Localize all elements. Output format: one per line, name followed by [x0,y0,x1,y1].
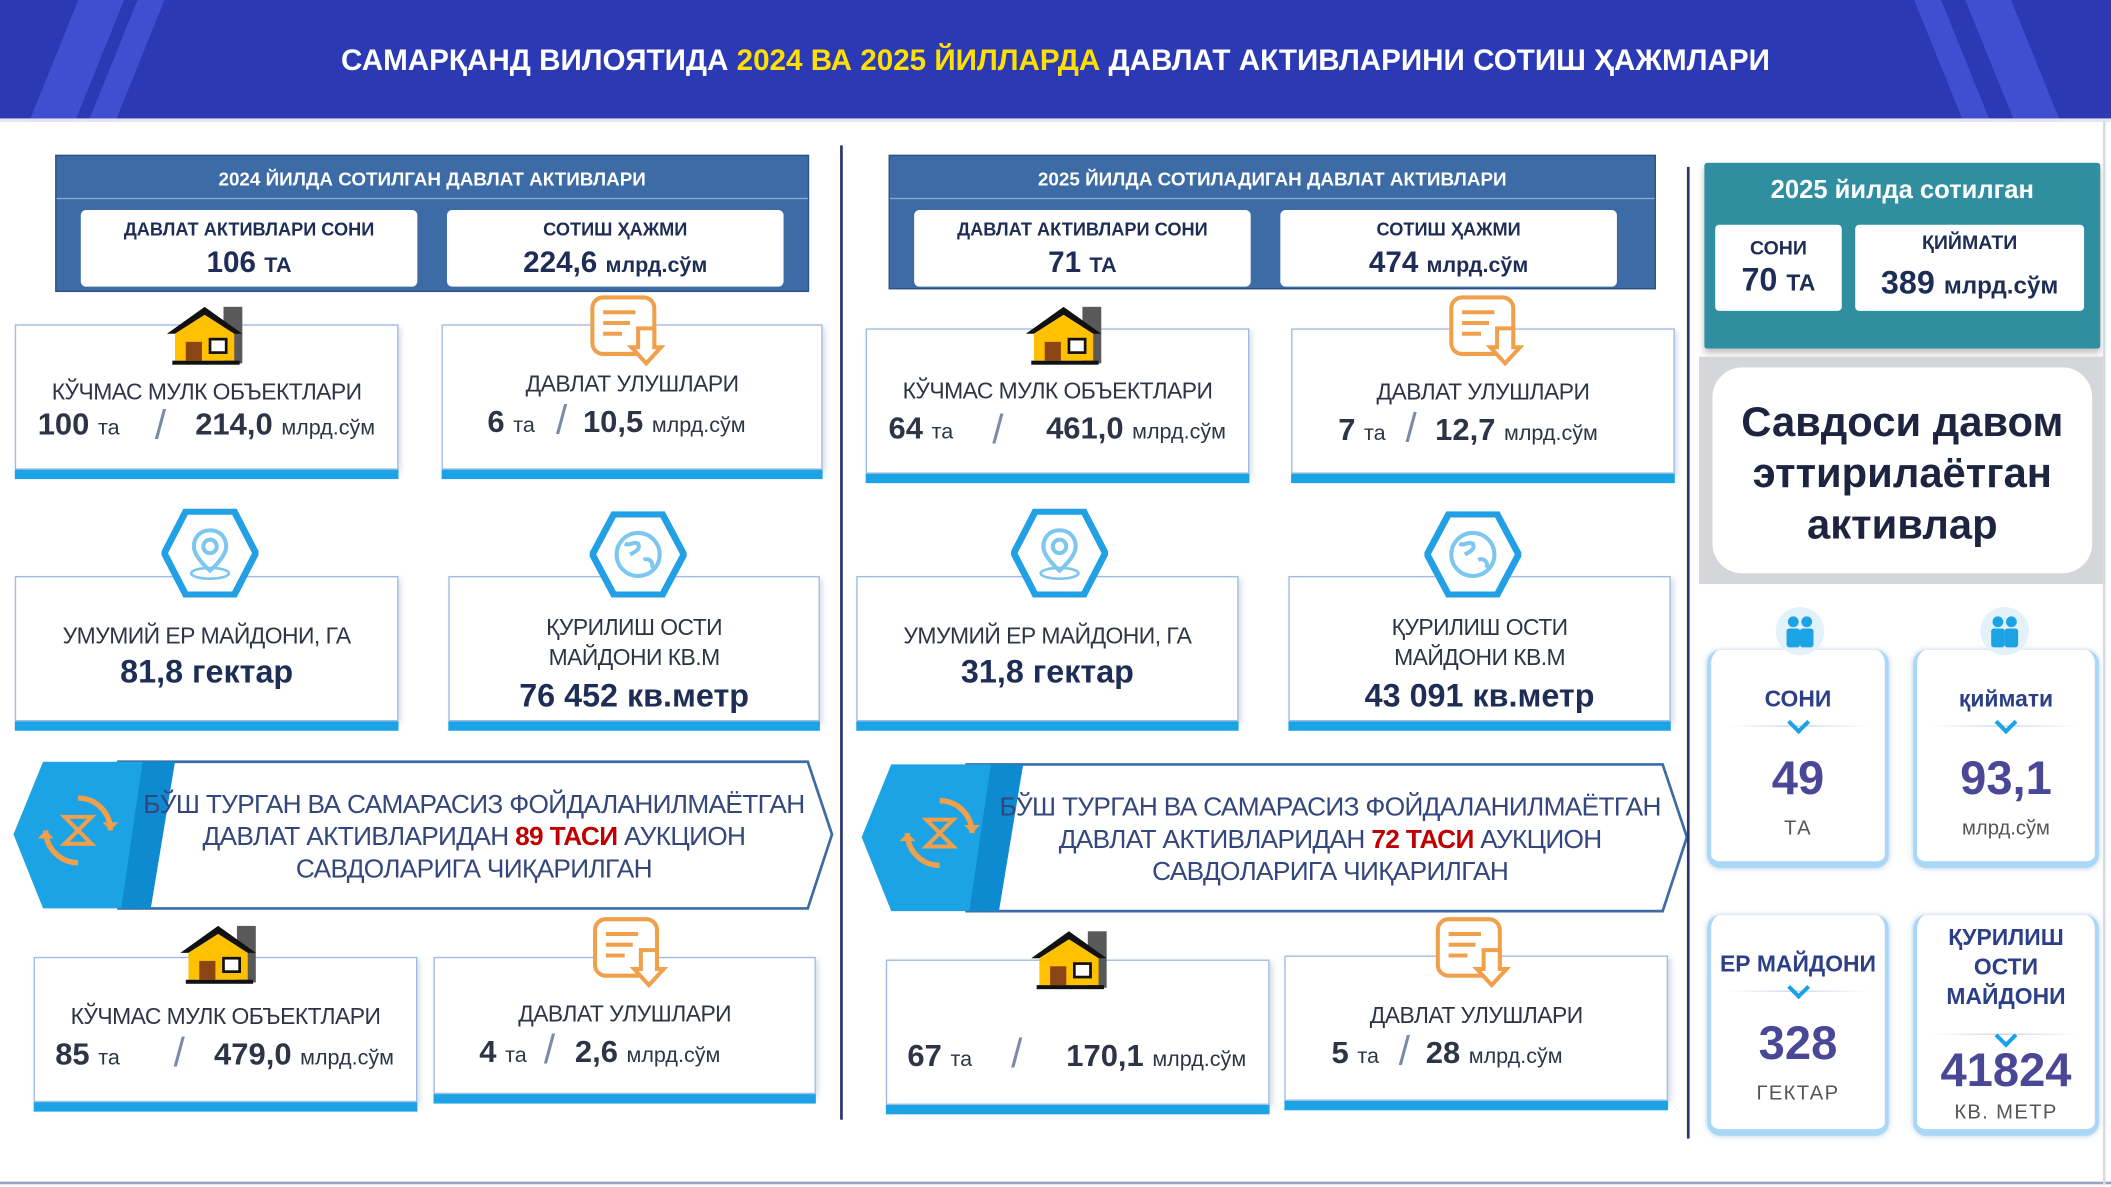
building-value [450,678,819,716]
shares-count-number: 6 [487,403,505,439]
banner-line2 [988,824,1672,856]
shares-amount-number: 12,7 [1435,411,1496,447]
realestate-count-unit: та [97,417,120,441]
volume-value [447,245,784,280]
realestate2-count-number: 85 [55,1036,90,1072]
sold-2025-panel [1704,163,2100,349]
realestate-amount-unit: млрд.сўм [281,417,376,441]
shares-count [1338,412,1385,448]
count-label: ДАВЛАТ АКТИВЛАРИ СОНИ [957,219,1208,240]
building-label-line2: МАЙДОНИ КВ.М [1394,644,1566,671]
realestate2-amount-number: 170,1 [1066,1037,1144,1073]
shares2-count-unit: та [505,1044,527,1068]
building-value [1290,678,1670,716]
summary-2025-title: 2025 ЙИЛДА СОТИЛАДИГАН ДАВЛАТ АКТИВЛАРИ [1037,168,1507,190]
stat-build-unit: КВ. МЕТР [1954,1100,2058,1124]
stat-count-value: 49 [1771,752,1825,805]
banner-line1: БЎШ ТУРГАН ВА САМАРАСИЗ ФОЙДАЛАНИЛМАЁТГАН [999,792,1661,823]
realestate-label: КЎЧМАС МУЛК ОБЪЕКТЛАРИ [51,379,362,406]
accent-bar [866,474,1250,483]
volume-number: 474 [1368,244,1419,279]
ongoing-line2: эттирилаётган [1752,449,2052,497]
document-hand-icon [1432,915,1510,988]
realestate-count [38,406,120,442]
accent-bar [1291,474,1675,483]
left-auction-banner-text [132,789,816,886]
realestate2-amount [1066,1038,1246,1074]
accent-bar [448,721,820,730]
banner-line2 [132,821,816,853]
slash-divider: / [992,407,1004,453]
summary-2025-count-card [914,210,1251,287]
sold-count-label: СОНИ [1749,238,1807,260]
realestate2-amount-unit: млрд.сўм [1152,1048,1247,1072]
summary-separator [890,198,1655,199]
chevron-down-icon [1995,711,2018,734]
chevron-down-icon [1787,711,1810,734]
count-unit: ТА [1089,254,1117,278]
summary-2025-volume-card [1280,210,1617,287]
slash-divider: / [1011,1032,1023,1077]
realestate-amount-number: 214,0 [195,406,273,442]
ongoing-count-stat [1707,650,1889,868]
people-icon [1774,606,1825,657]
sold-price-unit: млрд.сўм [1943,271,2059,299]
sold-price-number: 389 [1880,265,1935,302]
stat-build-label-line2: ОСТИ [1973,954,2039,980]
sold-count-value [1715,262,1842,300]
globe-icon [590,511,687,597]
realestate-amount-unit: млрд.сўм [1132,421,1226,445]
shares2-amount-number: 2,6 [574,1033,618,1069]
sold-2025-title: 2025 йилда сотилган [1770,176,2034,205]
location-pin-icon [1011,509,1108,598]
banner-highlight: 72 ТАСИ [1371,824,1474,855]
banner-line1: БЎШ ТУРГАН ВА САМАРАСИЗ ФОЙДАЛАНИЛМАЁТГАН [143,789,805,820]
realestate-count-number: 64 [888,410,924,446]
left-land-box [15,576,399,721]
column-divider [1687,167,1690,1139]
shares-count-unit: та [513,414,535,438]
banner-line2-post: АУКЦИОН [617,822,746,852]
realestate2-count [907,1038,972,1074]
realestate-count-unit: та [931,421,954,445]
stat-price-label: қиймати [1958,686,2054,712]
slash-divider: / [173,1030,185,1076]
shares2-amount [1426,1035,1563,1071]
stat-count-label: СОНИ [1764,686,1832,712]
accent-bar [442,470,823,479]
banner-line2-pre: ДАВЛАТ АКТИВЛАРИДАН [1058,824,1372,855]
sold-count-number: 70 [1741,262,1778,299]
shares2-count [479,1034,526,1070]
document-hand-icon [587,293,665,366]
stat-build-value: 41824 [1940,1044,2072,1097]
header-bar [0,0,2111,121]
stat-price-unit: млрд.сўм [1962,816,2050,840]
summary-2024-panel [55,155,809,292]
ongoing-land-stat [1707,915,1889,1136]
slash-divider: / [154,403,167,449]
accent-bar [15,721,399,730]
sold-price-value [1855,265,2084,303]
shares2-count-number: 5 [1331,1034,1349,1070]
sold-price-label: ҚИЙМАТИ [1921,232,2018,255]
count-value [81,245,418,280]
house-icon [175,921,264,986]
realestate-count [889,410,954,446]
shares2-amount-unit: млрд.сўм [626,1044,721,1068]
realestate-label: КЎЧМАС МУЛК ОБЪЕКТЛАРИ [902,378,1213,404]
stat-build-label-line3: МАЙДОНИ [1946,983,2066,1010]
shares-count [487,404,534,440]
accent-bar [434,1094,816,1103]
banner-line3: САВДОЛАРИГА ЧИҚАРИЛГАН [1152,857,1509,887]
shares2-count [1331,1035,1378,1071]
stat-land-unit: ГЕКТАР [1756,1082,1840,1105]
realestate-amount [1046,410,1226,446]
shares-label: ДАВЛАТ УЛУШЛАРИ [1376,379,1590,406]
title-part2: ДАВЛАТ АКТИВЛАРИНИ СОТИШ ҲАЖМЛАРИ [1108,43,1770,77]
stat-build-label-line1: ҚУРИЛИШ [1948,924,2064,951]
sold-count-card [1715,225,1842,311]
title-part1: САМАРҚАНД ВИЛОЯТИДА [341,43,729,77]
banner-line2-pre: ДАВЛАТ АКТИВЛАРИДАН [202,822,516,852]
document-hand-icon [590,915,668,988]
summary-2024-volume-card [447,210,784,287]
realestate2-count [55,1036,120,1072]
land-value: 31,8 гектар [960,654,1134,691]
bottom-border [0,1182,2111,1185]
location-pin-icon [162,509,259,598]
ongoing-line1: Савдоси давом [1741,398,2064,446]
shares2-amount [575,1034,720,1070]
realestate2-amount [214,1036,394,1072]
accent-bar [15,470,399,479]
summary-2024-title: 2024 ЙИЛДА СОТИЛГАН ДАВЛАТ АКТИВЛАРИ [218,168,646,190]
count-number: 71 [1048,244,1082,279]
globe-icon [1424,511,1521,597]
volume-label: СОТИШ ҲАЖМИ [1376,219,1521,240]
realestate2-count-unit: та [950,1048,973,1072]
sold-count-unit: ТА [1786,270,1816,297]
building-unit: кв.метр [1472,678,1595,715]
left-building-box [448,576,820,721]
accent-bar [886,1105,1270,1114]
ongoing-assets-inner [1712,367,2092,573]
count-unit: ТА [264,254,292,278]
stat-land-label: ЕР МАЙДОНИ [1719,951,1876,978]
auction-cycle-icon [38,790,119,871]
slash-divider: / [543,1028,556,1073]
slash-divider: / [556,398,568,443]
stat-build-label [1917,923,2095,1012]
stat-price-value: 93,1 [1960,752,2052,805]
shares2-label: ДАВЛАТ УЛУШЛАРИ [518,1001,732,1027]
realestate2-amount-unit: млрд.сўм [300,1047,394,1070]
land-label: УМУМИЙ ЕР МАЙДОНИ, ГА [903,623,1192,649]
middle-auction-banner-text [988,791,1672,888]
middle-land-box [856,576,1238,721]
building-label-line2: МАЙДОНИ КВ.М [548,644,720,671]
ongoing-building-stat [1913,915,2099,1136]
auction-cycle-icon [899,793,980,874]
summary-2025-panel [889,155,1656,290]
accent-bar [856,721,1238,730]
volume-number: 224,6 [523,244,598,279]
building-unit: кв.метр [626,678,750,715]
house-icon [162,301,251,366]
shares-amount-number: 10,5 [582,403,644,439]
shares-amount-unit: млрд.сўм [1504,422,1598,446]
house-icon [1020,301,1109,366]
stat-count-unit: ТА [1784,816,1812,840]
column-divider [840,145,843,1119]
shares2-amount-number: 28 [1425,1034,1461,1070]
shares-amount [583,404,746,440]
ongoing-price-stat [1913,650,2099,868]
middle-building-box [1288,576,1670,721]
ongoing-assets-panel [1699,357,2106,584]
ongoing-line3: активлар [1807,500,1998,548]
accent-bar [34,1102,418,1111]
realestate2-amount-number: 479,0 [214,1036,292,1072]
count-value [914,245,1251,280]
people-icon [1979,606,2030,657]
shares-amount [1435,412,1598,448]
land-value: 81,8 гектар [120,654,294,691]
right-border [2103,121,2106,1184]
count-label: ДАВЛАТ АКТИВЛАРИ СОНИ [123,219,375,240]
realestate-count-number: 100 [37,406,90,442]
summary-2024-count-card [81,210,418,287]
building-label-line1: ҚУРИЛИШ ОСТИ [1391,615,1568,641]
shares-amount-unit: млрд.сўм [651,414,746,438]
volume-unit: млрд.сўм [605,254,708,278]
header-underline [0,118,2111,121]
building-number: 76 452 [519,678,619,715]
building-label-line1: ҚУРИЛИШ ОСТИ [546,615,723,641]
banner-highlight: 89 ТАСИ [515,822,618,852]
shares2-amount-unit: млрд.сўм [1468,1045,1563,1069]
land-label: УМУМИЙ ЕР МАЙДОНИ, ГА [62,623,351,649]
shares2-label: ДАВЛАТ УЛУШЛАРИ [1369,1002,1583,1029]
accent-bar [1288,721,1670,730]
realestate-amount [195,406,375,442]
slash-divider: / [1398,1029,1411,1074]
building-number: 43 091 [1364,678,1464,715]
realestate2-count-number: 67 [907,1037,942,1073]
document-hand-icon [1446,293,1524,366]
stat-land-value: 328 [1758,1017,1838,1070]
shares2-count-unit: та [1357,1045,1379,1069]
banner-line3: САВДОЛАРИГА ЧИҚАРИЛГАН [295,854,652,885]
banner-line2-post: АУКЦИОН [1473,824,1602,855]
house-icon [1026,926,1115,991]
chevron-down-icon [1787,976,1810,999]
realestate2-label: КЎЧМАС МУЛК ОБЪЕКТЛАРИ [70,1003,381,1030]
count-number: 106 [206,244,256,279]
sold-price-card [1855,225,2084,311]
slash-divider: / [1405,406,1417,451]
shares2-count-number: 4 [479,1033,497,1069]
realestate2-count-unit: та [98,1047,120,1070]
volume-value [1280,245,1617,280]
shares-count-unit: та [1364,422,1386,446]
title-highlight: 2024 ВА 2025 ЙИЛЛАРДА [736,43,1101,77]
volume-label: СОТИШ ҲАЖМИ [543,219,688,240]
volume-unit: млрд.сўм [1426,254,1529,278]
ongoing-assets-title [1712,397,2092,550]
summary-separator [57,198,808,199]
shares-count-number: 7 [1338,411,1356,447]
shares-label: ДАВЛАТ УЛУШЛАРИ [525,371,739,398]
page-title [0,43,2111,78]
realestate-amount-number: 461,0 [1046,410,1124,446]
accent-bar [1284,1101,1668,1110]
